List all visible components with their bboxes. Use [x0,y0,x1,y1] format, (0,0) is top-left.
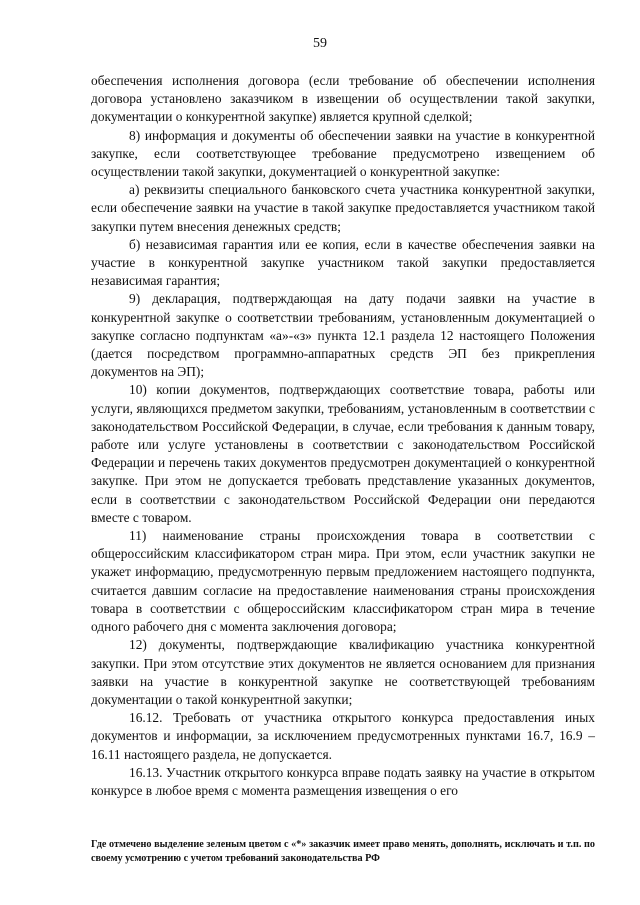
paragraph: 9) декларация, подтверждающая на дату подачи заявки на участие в конкурентной закупке о соответствии требованиям, установленным документацией о закупке согласно подпунктам «а»-«з» пункта 12.1 раздела 12 настоящего Положения (дается посредством программно-аппаратных средств ЭП без прикрепления документов на ЭП); [91,291,595,380]
footer-note: Где отмечено выделение зеленым цветом с «*» заказчик имеет право менять, дополнять, исключать и т.п. по своему усмотрению с учетом требований законодательства РФ [91,839,595,864]
paragraph: 11) наименование страны происхождения товара в соответствии с общероссийским классификатором стран мира. При этом, если участник закупки не укажет информацию, предусмотренную первым предложением настоящего подпункта, считается давшим согласие на предоставление наименования страны происхождения товара в соответствии с общероссийским классификатором стран мира в течение одного рабочего дня с момента заключения договора; [91,528,595,635]
page-number: 59 [313,36,327,51]
paragraph: б) независимая гарантия или ее копия, если в качестве обеспечения заявки на участие в конкурентной закупке участником такой закупки предоставляется независимая гарантия; [91,236,595,289]
paragraph: а) реквизиты специального банковского счета участника конкурентной закупки, если обеспечение заявки на участие в такой закупке предоставляется участником такой закупки путем внесения денежных средств; [91,182,595,234]
paragraph: 8) информация и документы об обеспечении заявки на участие в конкурентной закупке, если соответствующее требование предусмотрено извещением об осуществлении такой закупки, документацией о конкурентной закупке: [91,127,595,180]
document-body [91,72,595,800]
paragraph: 16.12. Требовать от участника открытого конкурса предоставления иных документов и информации, за исключением предусмотренных пунктами 16.7, 16.9 – 16.11 настоящего раздела, не допускается. [91,710,595,762]
paragraph: обеспечения исполнения договора (если требование об обеспечении исполнения договора установлено заказчиком в извещении об осуществлении такой закупки, документации о конкурентной закупке) является крупной сделкой; [91,73,595,125]
paragraph: 10) копии документов, подтверждающих соответствие товара, работы или услуги, являющихся предметом закупки, требованиям, установленным в соответствии с законодательством Российской Федерации, в случае, если требования к данным товару, работе или услуге установлены в соответствии с законодательством Российской Федерации и перечень таких документов предусмотрен документацией о конкурентной закупке. При этом не допускается требовать представление указанных документов, если в соответствии с законодательством Российской Федерации они передаются вместе с товаром. [91,382,595,525]
paragraph: 16.13. Участник открытого конкурса вправе подать заявку на участие в открытом конкурсе в любое время с момента размещения извещения о его [91,764,595,798]
paragraph: 12) документы, подтверждающие квалификацию участника конкурентной закупки. При этом отсутствие этих документов не является основанием для признания заявки на участие в конкурентной закупке не соответствующей требованиям документации о такой конкурентной закупки; [91,637,595,707]
